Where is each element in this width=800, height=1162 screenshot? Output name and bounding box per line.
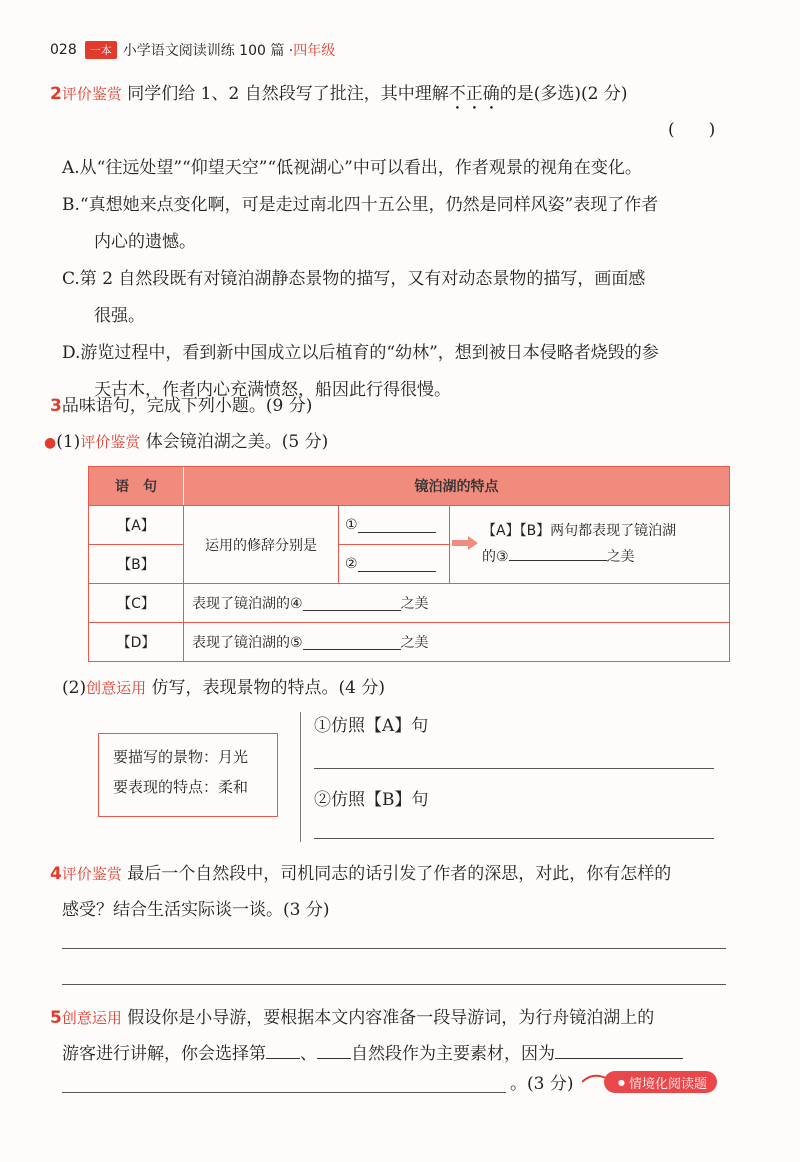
rhetoric-blanks	[339, 506, 450, 583]
answer-line[interactable]	[62, 984, 726, 985]
q2-options	[62, 150, 742, 409]
box-scene: 要描写的景物：月光	[113, 748, 249, 766]
question-number: 3	[50, 396, 62, 416]
row-c-text: 表现了镜泊湖的④	[192, 596, 303, 612]
question-tag: 创意运用	[61, 1009, 122, 1027]
blank-1-mark: ①	[345, 517, 358, 533]
sub-text: 仿写，表现景物的特点。(4 分)	[151, 678, 385, 698]
row-d-text: 表现了镜泊湖的⑤	[192, 635, 303, 651]
option-b-cont: 内心的遗憾。	[94, 232, 196, 252]
option-b[interactable]: B.“真想她来点变化啊，可是走过南北四十五公里，仍然是同样风姿”表现了作者	[62, 195, 659, 215]
header-features: 镜泊湖的特点	[414, 479, 499, 495]
brand-logo: 一本	[85, 41, 117, 59]
answer-line[interactable]	[62, 1092, 506, 1093]
answer-line[interactable]	[62, 948, 726, 949]
blank-1[interactable]	[339, 506, 449, 545]
blank-2[interactable]	[339, 545, 449, 583]
blank-line[interactable]	[358, 518, 436, 533]
book-title: 小学语文阅读训练 100 篇 ·	[122, 43, 294, 59]
blank-line[interactable]	[358, 557, 436, 572]
ab-blank-mark: 的③	[482, 549, 509, 565]
imitate-a-label: ①仿照【A】句	[314, 716, 429, 736]
q5-text-c: 自然段作为主要素材，因为	[351, 1044, 555, 1064]
row-d-tail: 之美	[400, 635, 429, 651]
blank-line[interactable]	[266, 1044, 300, 1059]
blank-line[interactable]	[317, 1044, 351, 1059]
option-a[interactable]: A.从“往远处望”“仰望天空”“低视湖心”中可以看出，作者观景的视角在变化。	[62, 158, 642, 178]
page-header	[50, 38, 335, 62]
scenario-badge	[604, 1071, 717, 1093]
q3-sub2	[62, 670, 385, 706]
rhetoric-label: 运用的修辞分别是	[184, 506, 339, 583]
question-text: 假设你是小导游，要根据本文内容准备一段导游词，为行舟镜泊湖上的	[127, 1008, 655, 1028]
page-number: 028	[50, 42, 77, 58]
q5-tail: 。(3 分)	[510, 1074, 574, 1094]
blank-line[interactable]	[303, 596, 401, 611]
imitate-b-label: ②仿照【B】句	[314, 790, 429, 810]
sub-label: (2)	[62, 678, 87, 698]
sub-tag: 创意运用	[86, 679, 147, 697]
option-d-cont: 天古木，作者内心充满愤怒，船因此行得很慢。	[94, 380, 451, 400]
row-label-b: 【B】	[117, 557, 155, 573]
arrow-right-icon	[452, 536, 478, 550]
question-text: 同学们给 1、2 自然段写了批注，其中理解	[127, 84, 449, 104]
grade-label: 四年级	[293, 43, 336, 59]
badge-label: 情境化阅读题	[628, 1076, 707, 1092]
question-text-tail: 的是(多选)(2 分)	[499, 84, 628, 104]
row-c-tail: 之美	[400, 596, 429, 612]
table-row-d	[89, 622, 729, 661]
answer-line[interactable]	[314, 838, 714, 839]
q5-text-a: 游客进行讲解，你会选择第	[62, 1044, 266, 1064]
blank-2-mark: ②	[345, 556, 358, 572]
sub-text: 体会镜泊湖之美。(5 分)	[145, 432, 329, 452]
row-label-c: 【C】	[89, 584, 184, 622]
sub-label: (1)	[56, 432, 81, 452]
question-5	[50, 1000, 750, 1036]
emphasis-text	[449, 84, 500, 104]
ab-labels	[89, 506, 184, 583]
question-tag: 评价鉴赏	[61, 865, 122, 883]
dot-icon: ●	[618, 1077, 625, 1087]
row-label-d: 【D】	[89, 623, 184, 661]
question-3	[50, 388, 312, 424]
ab-text-2	[482, 544, 729, 570]
blank-line[interactable]	[509, 546, 607, 561]
question-text: 最后一个自然段中，司机同志的话引发了作者的深思，对此，你有怎样的	[127, 864, 672, 884]
question-5-cont	[62, 1036, 742, 1072]
box-feature: 要表现的特点：柔和	[113, 778, 249, 796]
option-c-cont: 很强。	[94, 306, 145, 326]
question-4	[50, 856, 750, 892]
row-c-content	[184, 584, 429, 622]
table-ab-block	[89, 505, 729, 583]
features-table	[88, 466, 730, 662]
question-text: 品味语句，完成下列小题。(9 分)	[61, 396, 313, 416]
option-d[interactable]: D.游览过程中，看到新中国成立以后植育的“幼林”，想到被日本侵略者烧毁的参	[62, 343, 659, 363]
table-header	[89, 467, 729, 505]
row-d-content	[184, 623, 429, 661]
imitation-prompt-box	[98, 733, 278, 817]
sub-tag: 评价鉴赏	[80, 433, 141, 451]
blank-line[interactable]	[303, 635, 401, 650]
divider-line	[300, 712, 301, 842]
q3-sub1	[44, 424, 328, 461]
ab-feature-cell	[450, 506, 729, 583]
emphasis-text-content: 不正确	[448, 84, 500, 104]
header-sentence: 语 句	[89, 467, 184, 505]
question-4-cont: 感受？结合生活实际谈一谈。(3 分)	[62, 900, 330, 920]
row-label-a: 【A】	[89, 506, 183, 545]
ab-text-tail: 之美	[606, 549, 635, 565]
blank-line[interactable]	[555, 1044, 683, 1059]
question-number: 2	[50, 84, 62, 104]
question-tag: 评价鉴赏	[61, 85, 122, 103]
answer-line[interactable]	[314, 768, 714, 769]
ab-text-1: 【A】【B】两句都表现了镜泊湖	[482, 523, 677, 539]
question-2	[50, 76, 750, 114]
option-c[interactable]: C.第 2 自然段既有对镜泊湖静态景物的描写，又有对动态景物的描写，画面感	[62, 269, 646, 289]
question-number: 5	[50, 1008, 62, 1028]
answer-paren[interactable]: ( )	[668, 120, 716, 140]
flame-icon: ●	[44, 435, 57, 451]
q5-sep: 、	[300, 1044, 317, 1064]
table-row-c	[89, 583, 729, 622]
question-number: 4	[50, 864, 62, 884]
